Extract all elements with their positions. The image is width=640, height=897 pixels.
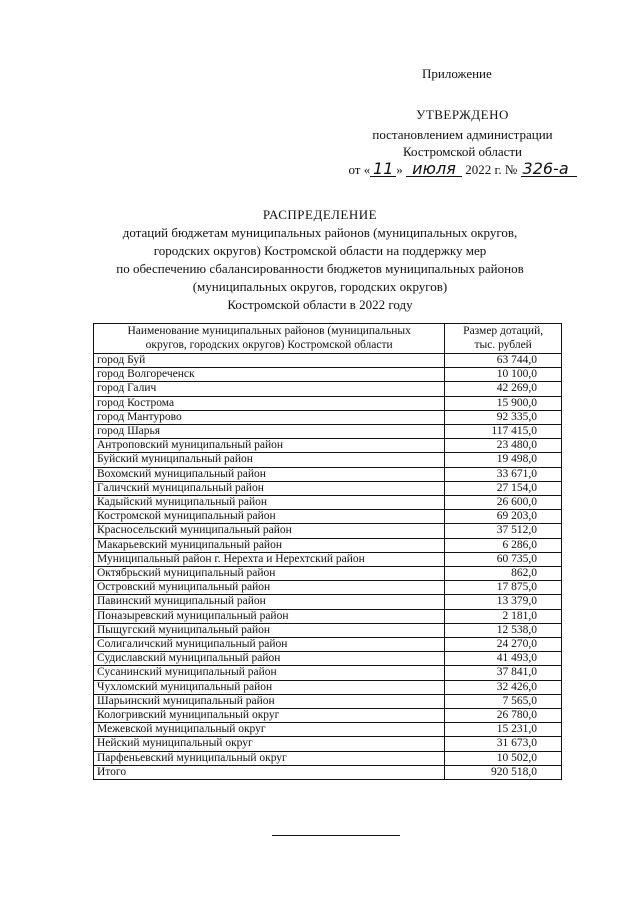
table-row [94, 737, 562, 751]
row-value: 32 426,0 [445, 680, 562, 694]
table-row [94, 638, 562, 652]
row-name: Шарьинский муниципальный район [94, 694, 445, 708]
header-name-column [94, 324, 445, 354]
header-value-column [445, 324, 562, 354]
approval-block [330, 106, 595, 178]
approval-dateline [330, 158, 595, 179]
row-value: 63 744,0 [445, 354, 562, 368]
row-value: 6 286,0 [445, 538, 562, 552]
row-name: Итого [94, 765, 445, 779]
row-value: 19 498,0 [445, 453, 562, 467]
title-heading: РАСПРЕДЕЛЕНИЕ [262, 207, 378, 222]
appendix-label: Приложение [422, 66, 492, 81]
row-name: город Волгореченск [94, 368, 445, 382]
table-row [94, 538, 562, 552]
table-row [94, 382, 562, 396]
row-value: 15 900,0 [445, 396, 562, 410]
title-line: дотаций бюджетам муниципальных районов (муниципальных округов, [122, 225, 518, 240]
row-value: 37 841,0 [445, 666, 562, 680]
table-row [94, 425, 562, 439]
table-row [94, 354, 562, 368]
table-row [94, 581, 562, 595]
table-row [94, 453, 562, 467]
allocation-table [93, 323, 562, 780]
approved-stamp: УТВЕРЖДЕНО [416, 107, 509, 122]
table-row [94, 609, 562, 623]
row-value: 15 231,0 [445, 723, 562, 737]
row-value: 41 493,0 [445, 652, 562, 666]
table-row [94, 481, 562, 495]
row-value: 27 154,0 [445, 481, 562, 495]
header-value-line: Размер дотаций, [463, 325, 544, 337]
handwritten-day: 11 [370, 162, 396, 177]
table-row [94, 410, 562, 424]
row-value: 2 181,0 [445, 609, 562, 623]
row-value: 26 600,0 [445, 496, 562, 510]
row-name: Чухломский муниципальный район [94, 680, 445, 694]
handwritten-month: июля [406, 162, 462, 177]
title-line: (муниципальных округов, городских округов) [192, 279, 448, 294]
row-name: Макарьевский муниципальный район [94, 538, 445, 552]
approval-line-1: постановлением администрации [372, 126, 553, 142]
row-name: Антроповский муниципальный район [94, 439, 445, 453]
row-name: Пыщугский муниципальный район [94, 623, 445, 637]
table-row [94, 623, 562, 637]
date-year: 2022 г. № [465, 161, 518, 177]
row-name: город Кострома [94, 396, 445, 410]
row-value: 31 673,0 [445, 737, 562, 751]
row-name: город Галич [94, 382, 445, 396]
date-prefix: от « [348, 161, 371, 177]
row-name: Поназыревский муниципальный район [94, 609, 445, 623]
row-value: 26 780,0 [445, 709, 562, 723]
row-value: 10 100,0 [445, 368, 562, 382]
row-name: Октябрьский муниципальный район [94, 567, 445, 581]
row-name: Муниципальный район г. Нерехта и Нерехтский район [94, 552, 445, 566]
title-line: Костромской области в 2022 году [227, 297, 413, 312]
table-header-row [94, 324, 562, 354]
row-value: 37 512,0 [445, 524, 562, 538]
row-name: Буйский муниципальный район [94, 453, 445, 467]
table-row [94, 709, 562, 723]
row-name: Сусанинский муниципальный район [94, 666, 445, 680]
table-row [94, 765, 562, 779]
header-name-line: округов, городских округов) Костромской области [145, 338, 393, 351]
row-name: город Шарья [94, 425, 445, 439]
table-row [94, 723, 562, 737]
table-row [94, 652, 562, 666]
row-value: 42 269,0 [445, 382, 562, 396]
row-name: Кологривский муниципальный округ [94, 709, 445, 723]
row-value: 13 379,0 [445, 595, 562, 609]
date-mid: » [396, 161, 403, 177]
table-row [94, 751, 562, 765]
header-value-line: тыс. рублей [474, 338, 532, 351]
row-value: 69 203,0 [445, 510, 562, 524]
closing-rule [272, 835, 400, 836]
row-name: Островский муниципальный район [94, 581, 445, 595]
approval-line-2: Костромской области [402, 144, 523, 159]
row-name: Парфеньевский муниципальный округ [94, 751, 445, 765]
row-value: 24 270,0 [445, 638, 562, 652]
title-line: по обеспечению сбалансированности бюджетов муниципальных районов [116, 261, 524, 276]
table-row [94, 439, 562, 453]
row-value: 862,0 [445, 567, 562, 581]
row-value: 12 538,0 [445, 623, 562, 637]
row-value: 17 875,0 [445, 581, 562, 595]
table-row [94, 680, 562, 694]
title-line: городских округов) Костромской области на поддержку мер [153, 243, 487, 258]
table-row [94, 510, 562, 524]
table-row [94, 552, 562, 566]
row-value: 92 335,0 [445, 410, 562, 424]
document-title [70, 206, 570, 314]
row-name: Красносельский муниципальный район [94, 524, 445, 538]
row-name: Солигаличский муниципальный район [94, 638, 445, 652]
row-name: Судиславский муниципальный район [94, 652, 445, 666]
row-value: 10 502,0 [445, 751, 562, 765]
row-value: 33 671,0 [445, 467, 562, 481]
row-value: 7 565,0 [445, 694, 562, 708]
table-body [94, 354, 562, 780]
table-row [94, 595, 562, 609]
table-row [94, 694, 562, 708]
row-name: Галичский муниципальный район [94, 481, 445, 495]
row-name: город Мантурово [94, 410, 445, 424]
row-value: 117 415,0 [445, 425, 562, 439]
row-name: город Буй [94, 354, 445, 368]
row-value: 920 518,0 [445, 765, 562, 779]
table-row [94, 368, 562, 382]
row-name: Костромской муниципальный район [94, 510, 445, 524]
table-row [94, 567, 562, 581]
row-name: Вохомский муниципальный район [94, 467, 445, 481]
table-row [94, 467, 562, 481]
row-name: Нейский муниципальный округ [94, 737, 445, 751]
row-value: 60 735,0 [445, 552, 562, 566]
header-name-line: Наименование муниципальных районов (муниципальных [127, 325, 411, 337]
row-name: Павинский муниципальный район [94, 595, 445, 609]
row-name: Кадыйский муниципальный район [94, 496, 445, 510]
table-row [94, 666, 562, 680]
handwritten-number: 326-а [521, 162, 577, 177]
table-row [94, 496, 562, 510]
table-row [94, 396, 562, 410]
table-row [94, 524, 562, 538]
row-name: Межевской муниципальный округ [94, 723, 445, 737]
row-value: 23 480,0 [445, 439, 562, 453]
